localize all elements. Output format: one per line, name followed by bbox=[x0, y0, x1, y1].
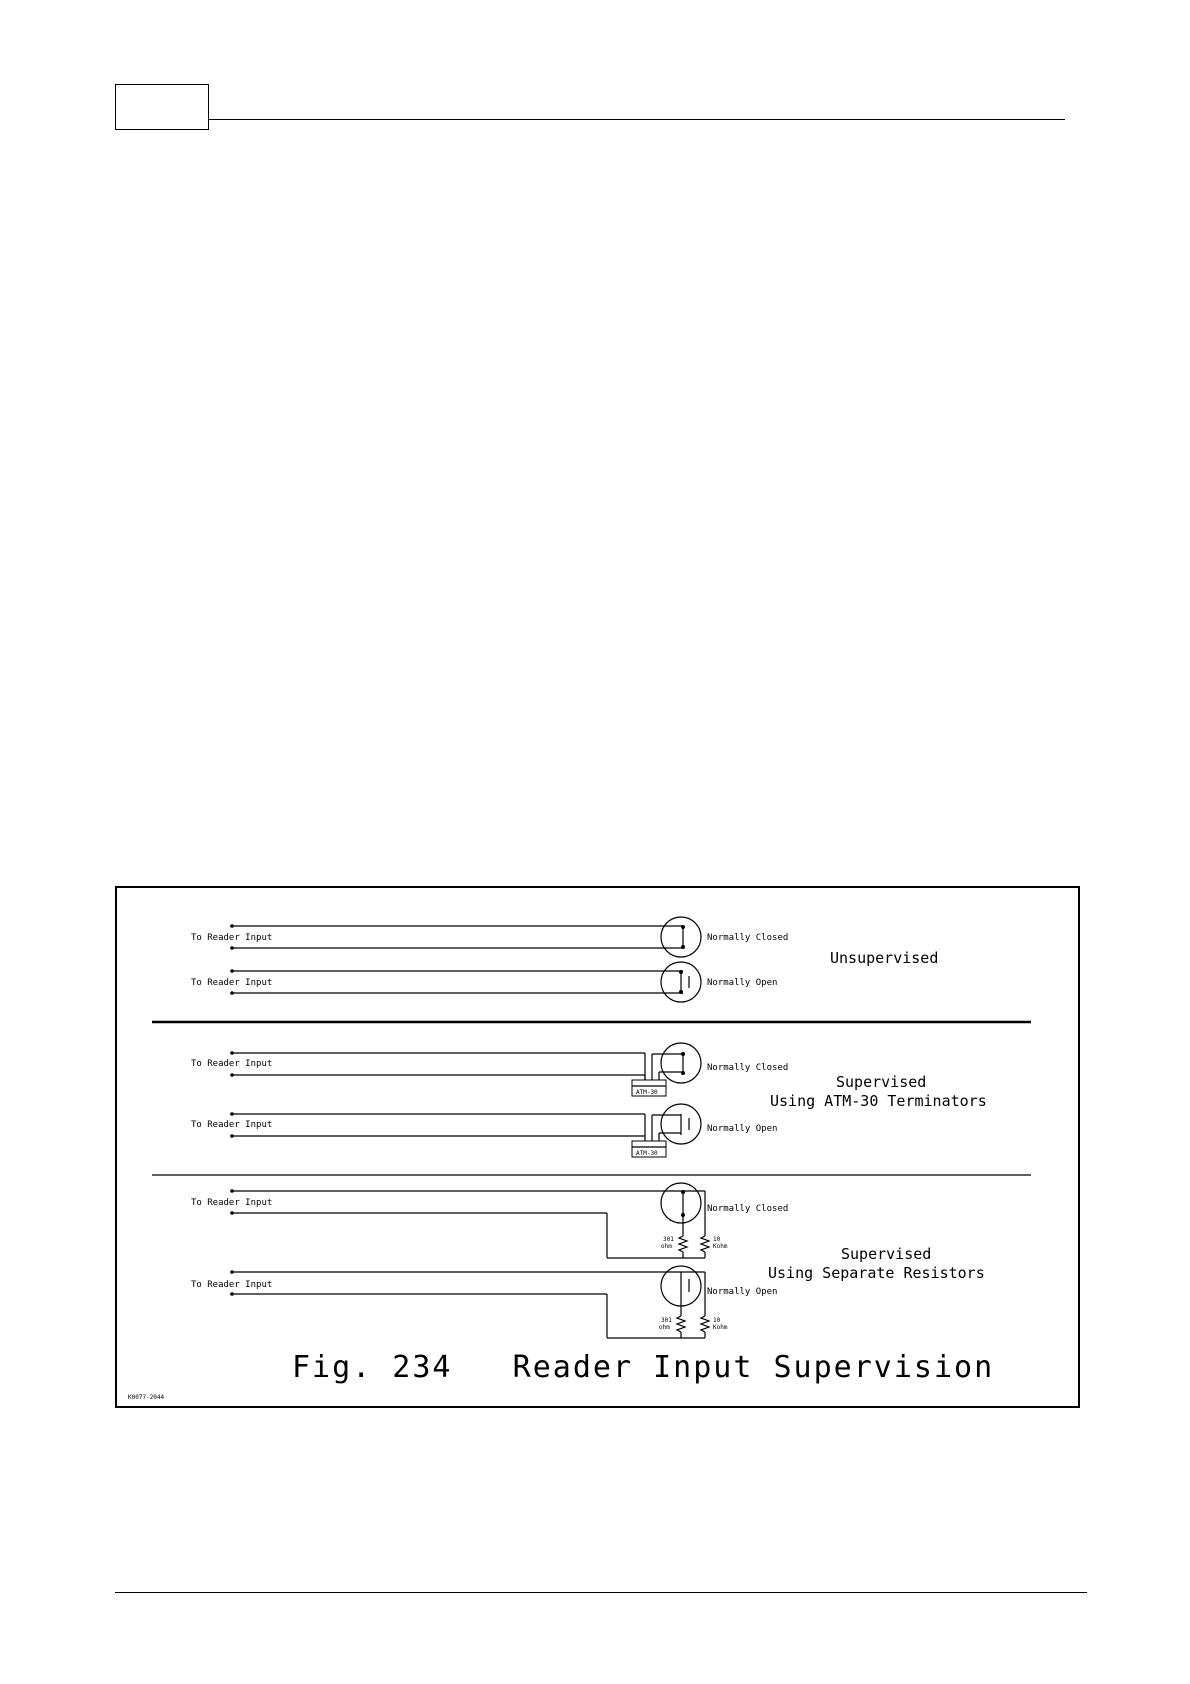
figure-caption: Fig. 234 Reader Input Supervision bbox=[292, 1350, 995, 1385]
resistors-title-line2: Using Separate Resistors bbox=[768, 1264, 985, 1282]
reader-input-supervision-diagram bbox=[115, 886, 1080, 1408]
resistor-10k-unit: Kohm bbox=[713, 1324, 728, 1331]
no-label: Normally Open bbox=[707, 978, 778, 988]
drawing-id: K0077-2044 bbox=[128, 1394, 165, 1401]
nc-label: Normally Closed bbox=[707, 933, 789, 943]
resistor-10k-unit: Kohm bbox=[713, 1243, 728, 1250]
nc-label: Normally Closed bbox=[707, 1204, 789, 1214]
resistor-301-unit: ohm bbox=[661, 1243, 672, 1250]
footer-rule bbox=[115, 1592, 1087, 1593]
wire-label: To Reader Input bbox=[191, 1198, 273, 1208]
header-rule bbox=[209, 119, 1065, 120]
resistor-301-value: 301 bbox=[661, 1317, 672, 1324]
no-label: Normally Open bbox=[707, 1124, 778, 1134]
resistor-301-unit: ohm bbox=[659, 1324, 670, 1331]
terminator-label: ATM-30 bbox=[636, 1089, 658, 1096]
wire-label: To Reader Input bbox=[191, 978, 273, 988]
wire-label: To Reader Input bbox=[191, 933, 273, 943]
page-number-box bbox=[115, 84, 209, 130]
wire-label: To Reader Input bbox=[191, 1120, 273, 1130]
resistors-title-line1: Supervised bbox=[841, 1245, 932, 1263]
unsupervised-title: Unsupervised bbox=[830, 949, 939, 967]
wire-label: To Reader Input bbox=[191, 1059, 273, 1069]
terminator-label: ATM-30 bbox=[636, 1150, 658, 1157]
no-label: Normally Open bbox=[707, 1287, 778, 1297]
resistor-10k-value: 10 bbox=[713, 1236, 721, 1243]
resistor-301-value: 301 bbox=[663, 1236, 674, 1243]
wire-label: To Reader Input bbox=[191, 1280, 273, 1290]
atm-title-line1: Supervised bbox=[836, 1073, 927, 1091]
nc-label: Normally Closed bbox=[707, 1063, 789, 1073]
atm-title-line2: Using ATM-30 Terminators bbox=[770, 1092, 987, 1110]
resistor-10k-value: 10 bbox=[713, 1317, 721, 1324]
